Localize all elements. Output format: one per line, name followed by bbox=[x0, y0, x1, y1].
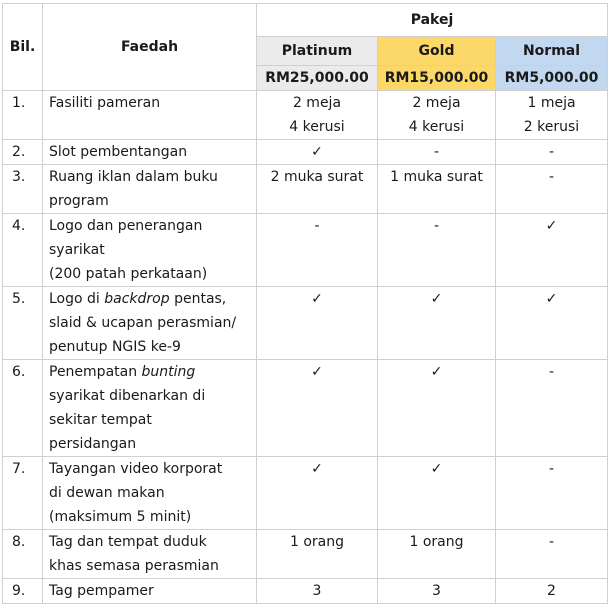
gold-value: - bbox=[378, 140, 496, 165]
check-icon: ✓ bbox=[311, 364, 323, 380]
check-icon: ✓ bbox=[311, 291, 323, 307]
package-price-gold: RM15,000.00 bbox=[378, 66, 496, 91]
benefit-cell: Fasiliti pameran bbox=[43, 91, 257, 140]
gold-value: 1 muka surat bbox=[378, 165, 496, 214]
package-name-platinum: Platinum bbox=[257, 37, 378, 66]
table-row bbox=[3, 360, 608, 457]
check-icon: ✓ bbox=[430, 364, 443, 380]
row-number: 1. bbox=[3, 91, 43, 140]
row-number: 6. bbox=[3, 360, 43, 457]
header-faedah: Faedah bbox=[43, 4, 257, 91]
check-icon: ✓ bbox=[430, 291, 443, 307]
table-row bbox=[3, 457, 608, 530]
table-row bbox=[3, 579, 608, 604]
normal-value: - bbox=[496, 530, 608, 579]
normal-value: - bbox=[496, 457, 608, 530]
platinum-value bbox=[257, 457, 378, 530]
gold-value bbox=[378, 360, 496, 457]
benefit-cell: Logo di backdrop pentas, slaid & ucapan perasmian/ penutup NGIS ke-9 bbox=[43, 287, 257, 360]
gold-value: 2 meja 4 kerusi bbox=[378, 91, 496, 140]
benefit-cell: Slot pembentangan bbox=[43, 140, 257, 165]
platinum-value bbox=[257, 360, 378, 457]
benefit-cell: Logo dan penerangan syarikat (200 patah perkataan) bbox=[43, 214, 257, 287]
benefit-cell: Penempatan bunting syarikat dibenarkan di sekitar tempat persidangan bbox=[43, 360, 257, 457]
package-name-normal: Normal bbox=[496, 37, 608, 66]
check-icon: ✓ bbox=[545, 291, 558, 307]
platinum-value: 2 meja 4 kerusi bbox=[257, 91, 378, 140]
row-number: 5. bbox=[3, 287, 43, 360]
gold-value: 1 orang bbox=[378, 530, 496, 579]
row-number: 4. bbox=[3, 214, 43, 287]
normal-value bbox=[496, 214, 608, 287]
normal-value bbox=[496, 287, 608, 360]
package-name-gold: Gold bbox=[378, 37, 496, 66]
normal-value: - bbox=[496, 360, 608, 457]
gold-value bbox=[378, 457, 496, 530]
row-number: 3. bbox=[3, 165, 43, 214]
row-number: 8. bbox=[3, 530, 43, 579]
package-price-normal: RM5,000.00 bbox=[496, 66, 608, 91]
check-icon: ✓ bbox=[311, 461, 323, 477]
check-icon: ✓ bbox=[430, 461, 443, 477]
table-row bbox=[3, 287, 608, 360]
normal-value: 2 bbox=[496, 579, 608, 604]
check-icon: ✓ bbox=[545, 218, 558, 234]
gold-value: 3 bbox=[378, 579, 496, 604]
platinum-value: - bbox=[257, 214, 378, 287]
table-row bbox=[3, 140, 608, 165]
table-row bbox=[3, 214, 608, 287]
benefit-cell: Tag pempamer bbox=[43, 579, 257, 604]
gold-value bbox=[378, 287, 496, 360]
platinum-value bbox=[257, 140, 378, 165]
normal-value: - bbox=[496, 165, 608, 214]
platinum-value: 1 orang bbox=[257, 530, 378, 579]
table-row bbox=[3, 530, 608, 579]
check-icon: ✓ bbox=[311, 144, 323, 160]
gold-value: - bbox=[378, 214, 496, 287]
table-row bbox=[3, 165, 608, 214]
row-number: 2. bbox=[3, 140, 43, 165]
platinum-value bbox=[257, 287, 378, 360]
benefit-cell: Ruang iklan dalam buku program bbox=[43, 165, 257, 214]
benefits-table bbox=[2, 3, 608, 604]
normal-value: 1 meja 2 kerusi bbox=[496, 91, 608, 140]
table-row bbox=[3, 91, 608, 140]
platinum-value: 2 muka surat bbox=[257, 165, 378, 214]
benefit-cell: Tayangan video korporat di dewan makan (maksimum 5 minit) bbox=[43, 457, 257, 530]
header-pakej: Pakej bbox=[257, 4, 608, 37]
header-bil: Bil. bbox=[3, 4, 43, 91]
row-number: 9. bbox=[3, 579, 43, 604]
package-price-platinum: RM25,000.00 bbox=[257, 66, 378, 91]
row-number: 7. bbox=[3, 457, 43, 530]
benefit-cell: Tag dan tempat duduk khas semasa perasmian bbox=[43, 530, 257, 579]
normal-value: - bbox=[496, 140, 608, 165]
platinum-value: 3 bbox=[257, 579, 378, 604]
